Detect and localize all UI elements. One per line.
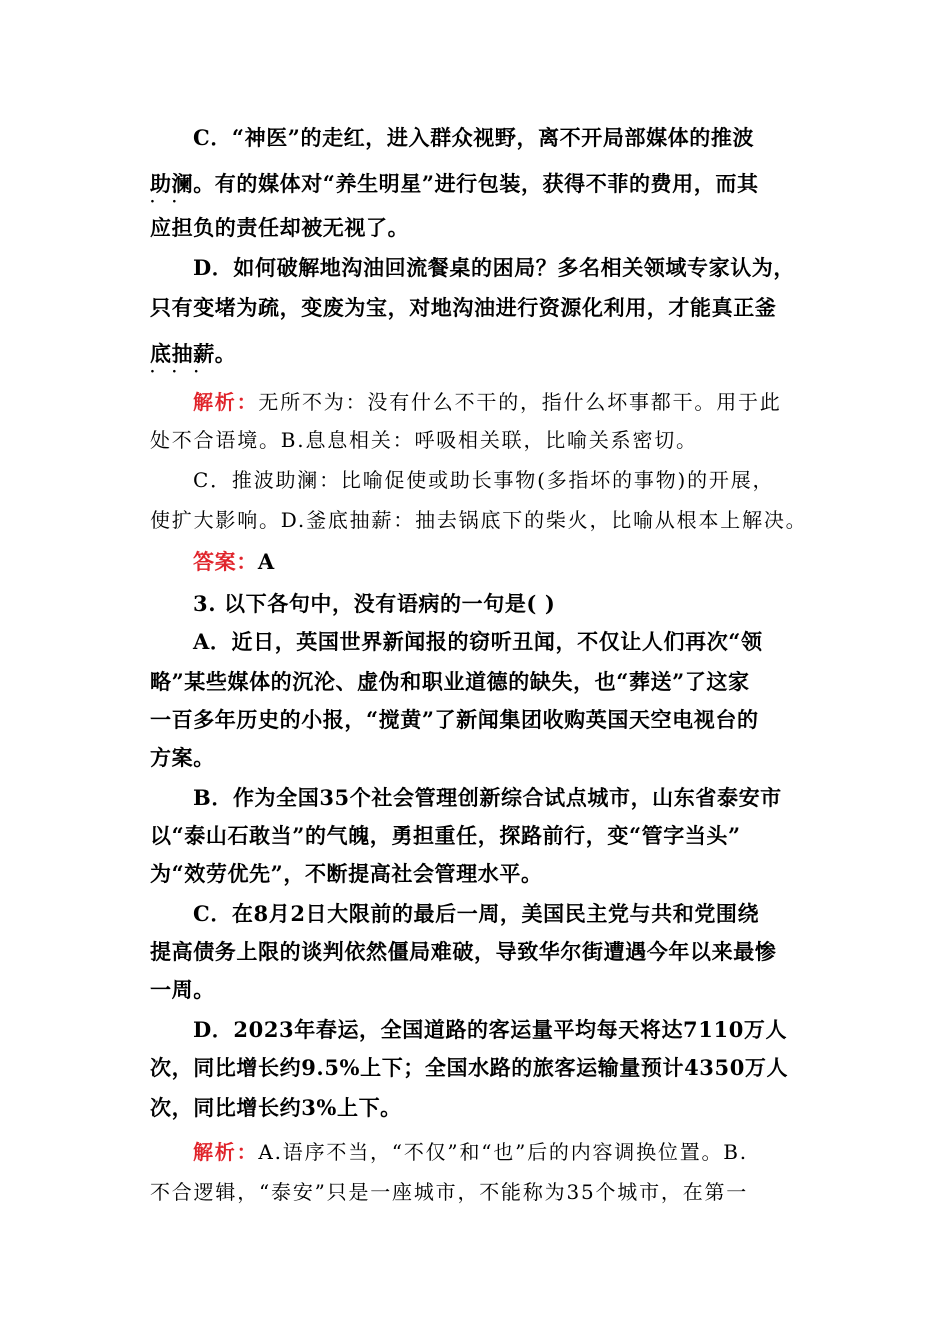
option-c-line-1: C．“神医”的走红，进入群众视野，离不开局部媒体的推波 — [193, 125, 755, 150]
answer-label: 答案： — [193, 549, 258, 574]
analysis-2-line-1: 解析：A.语序不当，“不仅”和“也”后的内容调换位置。B. — [193, 1140, 748, 1164]
question-3-d-line-1: D．2023年春运，全国道路的客运量平均每天将达7110万人 — [193, 1017, 788, 1042]
analysis-label: 解析： — [193, 390, 259, 414]
question-3-b-line-1: B．作为全国35个社会管理创新综合试点城市，山东省泰安市 — [193, 785, 782, 810]
question-3-a-line-2: 略”某些媒体的沉沦、虚伪和职业道德的缺失，也“葬送”了这家 — [150, 669, 750, 694]
question-3-c-line-3: 一周。 — [150, 977, 215, 1002]
question-3-d-line-3: 次，同比增长约3%上下。 — [150, 1095, 402, 1120]
question-3-a-line-3: 一百多年历史的小报，“搅黄”了新闻集团收购英国天空电视台的 — [150, 707, 759, 732]
question-3-stem: 3. 以下各句中，没有语病的一句是( ) — [193, 591, 556, 616]
analysis-label: 解析： — [193, 1140, 259, 1164]
analysis-1-line-1: 解析：无所不为：没有什么不干的，指什么坏事都干。用于此 — [193, 390, 782, 414]
question-3-b-line-2: 以“泰山石敢当”的气魄，勇担重任，探路前行，变“管字当头” — [150, 823, 741, 848]
question-3-b-line-3: 为“效劳优先”，不断提高社会管理水平。 — [150, 861, 543, 886]
option-d-line-3: 底抽薪。 · · · — [150, 341, 237, 380]
question-3-a-line-4: 方案。 — [150, 745, 215, 770]
question-3-a-line-1: A．近日，英国世界新闻报的窃听丑闻，不仅让人们再次“领 — [193, 629, 763, 654]
answer-value: A — [257, 549, 275, 574]
analysis-1-line-4: 使扩大影响。D.釜底抽薪：抽去锅底下的柴火，比喻从根本上解决。 — [150, 508, 808, 532]
answer-1 — [193, 548, 853, 576]
question-3-c-line-1: C．在8月2日大限前的最后一周，美国民主党与共和党围绕 — [193, 901, 760, 926]
option-d-line-1: D．如何破解地沟油回流餐桌的困局？多名相关领域专家认为， — [193, 255, 796, 280]
analysis-1-line-2: 处不合语境。B.息息相关：呼吸相关联，比喻关系密切。 — [150, 428, 698, 452]
analysis-1-line-3: C．推波助澜：比喻促使或助长事物(多指坏的事物)的开展， — [193, 468, 775, 492]
question-3-c-line-2: 提高债务上限的谈判依然僵局难破，导致华尔街遭遇今年以来最惨 — [150, 939, 777, 964]
option-c-line-3: 应担负的责任却被无视了。 — [150, 215, 410, 240]
option-c-line-2: 助澜。有的媒体对“养生明星”进行包装，获得不菲的费用，而其 · · — [150, 171, 759, 210]
analysis-2-line-2: 不合逻辑，“泰安”只是一座城市，不能称为35个城市，在第一 — [150, 1180, 749, 1204]
option-d-line-2: 只有变堵为疏，变废为宝，对地沟油进行资源化利用，才能真正釜 — [150, 295, 777, 320]
question-3-d-line-2: 次，同比增长约9.5%上下；全国水路的旅客运输量预计4350万人 — [150, 1055, 789, 1080]
